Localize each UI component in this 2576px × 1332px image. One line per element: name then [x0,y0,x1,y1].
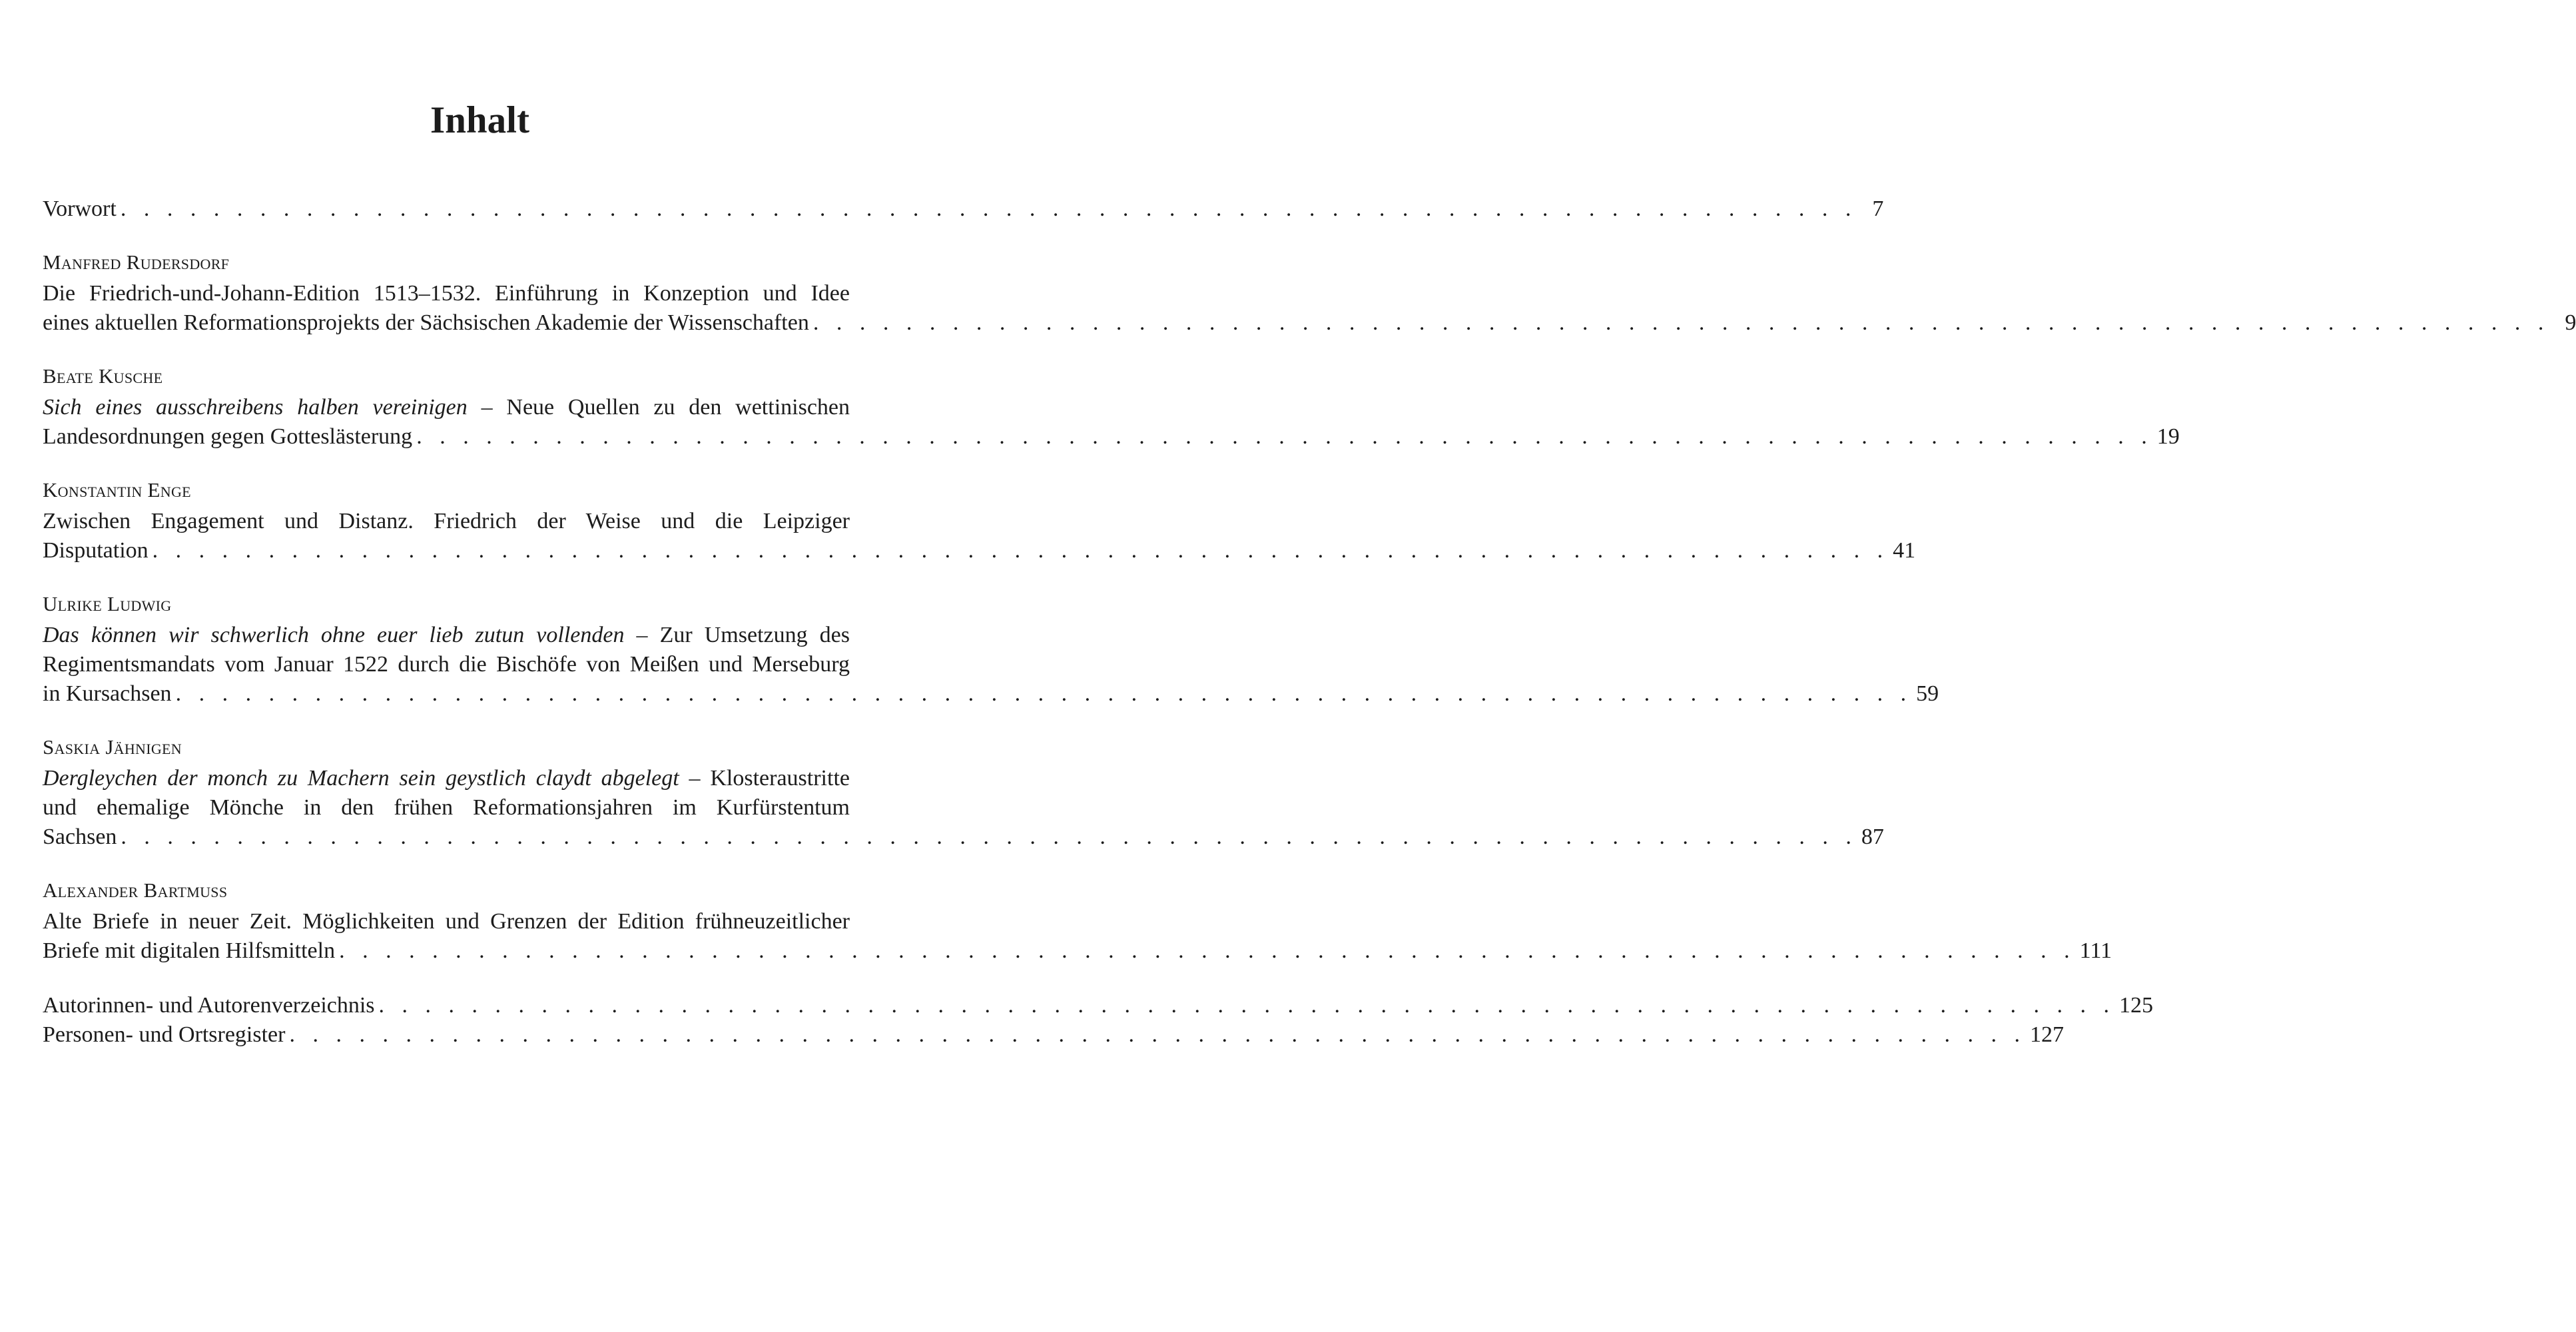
author-name: Beate Kusche [43,364,163,388]
title-rest: – Neue Quellen zu den wettinischen [467,395,850,420]
dot-leader: . . . . . . . . . . . . . . . . . . . . . . . . . . . . . . . . . . . . . . . . . . . . . . . . . . . . . . . . . . . . . . . . . . . . . . . . . . . [378,993,2116,1018]
entry-title-line: eines aktuellen Reformationsprojekts der Sächsischen Akademie der Wissenschaften [43,310,809,335]
page-number: 125 [2119,993,2154,1018]
toc-entry-bartmuss[interactable] [43,877,2112,966]
entry-title-line: Alte Briefe in neuer Zeit. Möglichkeiten und Grenzen der Edition frühneuzeitlicher [43,909,850,934]
entry-title-line: Sachsen [43,825,117,849]
page-number: 59 [1916,681,1939,706]
author-name: Ulrike Ludwig [43,592,172,615]
page-number: 19 [2156,424,2180,449]
title-rest: – Zur Umsetzung des [624,623,850,647]
entry-title-line: Disputation [43,538,149,563]
entry-title-line: Zwischen Engagement und Distanz. Friedrich der Weise und die Leipziger [43,509,850,533]
toc-line [43,1020,2064,1050]
toc-entry-vorwort[interactable] [43,194,1884,224]
entry-title: Personen- und Ortsregister [43,1022,286,1047]
page-number: 7 [1872,196,1884,221]
toc-entry-rudersdorf[interactable] [43,249,2576,338]
toc-entry-kusche[interactable] [43,363,2180,452]
dot-leader: . . . . . . . . . . . . . . . . . . . . . . . . . . . . . . . . . . . . . . . . . . . . . . . . . . . . . . . . . . . . . . . . . . . . . . . . . . . [289,1022,2026,1047]
toc-line [43,679,1939,709]
entry-title: Autorinnen- und Autorenverzeichnis [43,993,375,1018]
dot-leader: . . . . . . . . . . . . . . . . . . . . . . . . . . . . . . . . . . . . . . . . . . . . . . . . . . . . . . . . . . . . . . . . . . . . . . . . . . . [175,681,1913,706]
entry-title-line [43,393,850,422]
entry-title: Vorwort [43,196,117,221]
dot-leader: . . . . . . . . . . . . . . . . . . . . . . . . . . . . . . . . . . . . . . . . . . . . . . . . . . . . . . . . . . . . . . . . . . . . . . . . . . . [339,938,2076,963]
toc-entry-jaehnigen[interactable] [43,734,1884,852]
dot-leader: . . . . . . . . . . . . . . . . . . . . . . . . . . . . . . . . . . . . . . . . . . . . . . . . . . . . . . . . . . . . . . . . . . . . . . . . . . . [812,310,2550,335]
table-of-contents [43,194,2576,1050]
author-name: Konstantin Enge [43,478,191,501]
author-name: Saskia Jähnigen [43,735,182,759]
entry-title-line: Die Friedrich-und-Johann-Edition 1513–1532. Einführung in Konzeption und Idee [43,281,850,306]
entry-title-line [43,764,850,793]
page-number: 87 [1861,825,1884,849]
italic-quote-title: Sich eines ausschreibens halben vereinigen [43,395,468,420]
title-rest: – Klosteraustritte [679,766,850,791]
dot-leader: . . . . . . . . . . . . . . . . . . . . . . . . . . . . . . . . . . . . . . . . . . . . . . . . . . . . . . . . . . . . . . . . . . . . . . . . . . . [416,424,2153,449]
entry-title-line: Regimentsmandats vom Januar 1522 durch die Bischöfe von Meißen und Merseburg [43,652,850,677]
page-number: 127 [2029,1022,2064,1047]
toc-line [43,991,2154,1020]
toc-entry-author-index[interactable] [43,991,2154,1020]
entry-title-line: in Kursachsen [43,681,172,706]
toc-line [43,536,1916,565]
dot-leader: . . . . . . . . . . . . . . . . . . . . . . . . . . . . . . . . . . . . . . . . . . . . . . . . . . . . . . . . . . . . . . . . . . . . . . . . . . . [152,538,1889,563]
dot-leader: . . . . . . . . . . . . . . . . . . . . . . . . . . . . . . . . . . . . . . . . . . . . . . . . . . . . . . . . . . . . . . . . . . . . . . . . . . . [120,196,1857,221]
toc-line [43,936,2112,966]
page-number: 41 [1893,538,1916,563]
italic-quote-title: Das können wir schwerlich ohne euer lieb zutun vollenden [43,623,625,647]
entry-title-line: Briefe mit digitalen Hilfsmitteln [43,938,336,963]
author-name: Manfred Rudersdorf [43,250,230,274]
page-number: 111 [2079,938,2112,963]
toc-line [43,422,2180,452]
entry-title-line [43,621,850,650]
toc-entry-ludwig[interactable] [43,591,1939,709]
author-name: Alexander Bartmuss [43,878,228,902]
toc-entry-register[interactable] [43,1020,2064,1050]
toc-entry-enge[interactable] [43,477,1916,565]
toc-line [43,823,1884,852]
page-title: Inhalt [430,99,529,141]
dot-leader: . . . . . . . . . . . . . . . . . . . . . . . . . . . . . . . . . . . . . . . . . . . . . . . . . . . . . . . . . . . . . . . . . . . . . . . . . . . [121,825,1857,849]
toc-line [43,308,2576,338]
page-number: 9 [2565,310,2576,335]
italic-quote-title: Dergleychen der monch zu Machern sein geystlich claydt abgelegt [43,766,679,791]
toc-line [43,194,1884,224]
entry-title-line: Landesordnungen gegen Gotteslästerung [43,424,413,449]
entry-title-line: und ehemalige Mönche in den frühen Reformationsjahren im Kurfürstentum [43,795,850,820]
